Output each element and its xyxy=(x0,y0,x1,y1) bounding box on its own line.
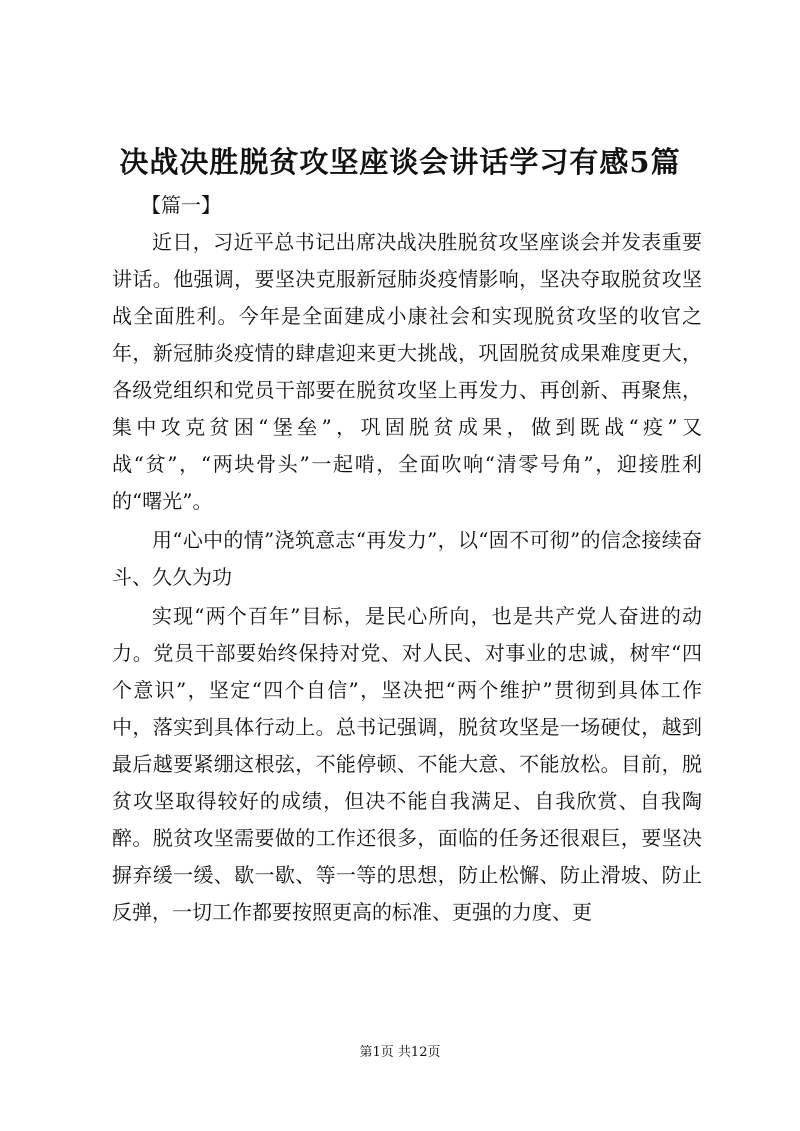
document-title: 决战决胜脱贫攻坚座谈会讲话学习有感5篇 xyxy=(119,145,681,179)
paragraph-2: 用“心中的情”浇筑意志“再发力”，以“固不可彻”的信念接续奋斗、久久为功 xyxy=(112,528,702,589)
section-label: 【篇一】 xyxy=(141,193,221,217)
paragraph-1: 近日，习近平总书记出席决战决胜脱贫攻坚座谈会并发表重要讲话。他强调，要坚决克服新冠肺炎疫情影响，坚决夺取脱贫攻坚战全面胜利。今年是全面建成小康社会和实现脱贫攻坚的收官之年，新冠肺炎疫情的肆虐迎来更大挑战，巩固脱贫成果难度更大，各级党组织和党员干部要在脱贫攻坚上再发力、再创新、再聚焦，集中攻克贫困“堡垒”，巩固脱贫成果，做到既战“疫”又战“贫”，“两块骨头”一起啃，全面吹响“清零号角”，迎接胜利的“曙光”。 xyxy=(112,230,702,513)
document-body xyxy=(112,224,702,931)
page-footer: 第1页 共12页 xyxy=(359,1045,441,1060)
paragraph-3: 实现“两个百年”目标，是民心所向，也是共产党人奋进的动力。党员干部要始终保持对党、对人民、对事业的忠诚，树牢“四个意识”，坚定“四个自信”，坚决把“两个维护”贯彻到具体工作中，落实到具体行动上。总书记强调，脱贫攻坚是一场硬仗，越到最后越要紧绷这根弦，不能停顿、不能大意、不能放松。目前，脱贫攻坚取得较好的成绩，但决不能自我满足、自我欣赏、自我陶醉。脱贫攻坚需要做的工作还很多，面临的任务还很艰巨，要坚决摒弃缓一缓、歇一歇、等一等的思想，防止松懈、防止滑坡、防止反弹，一切工作都要按照更高的标准、更强的力度、更 xyxy=(112,604,702,924)
